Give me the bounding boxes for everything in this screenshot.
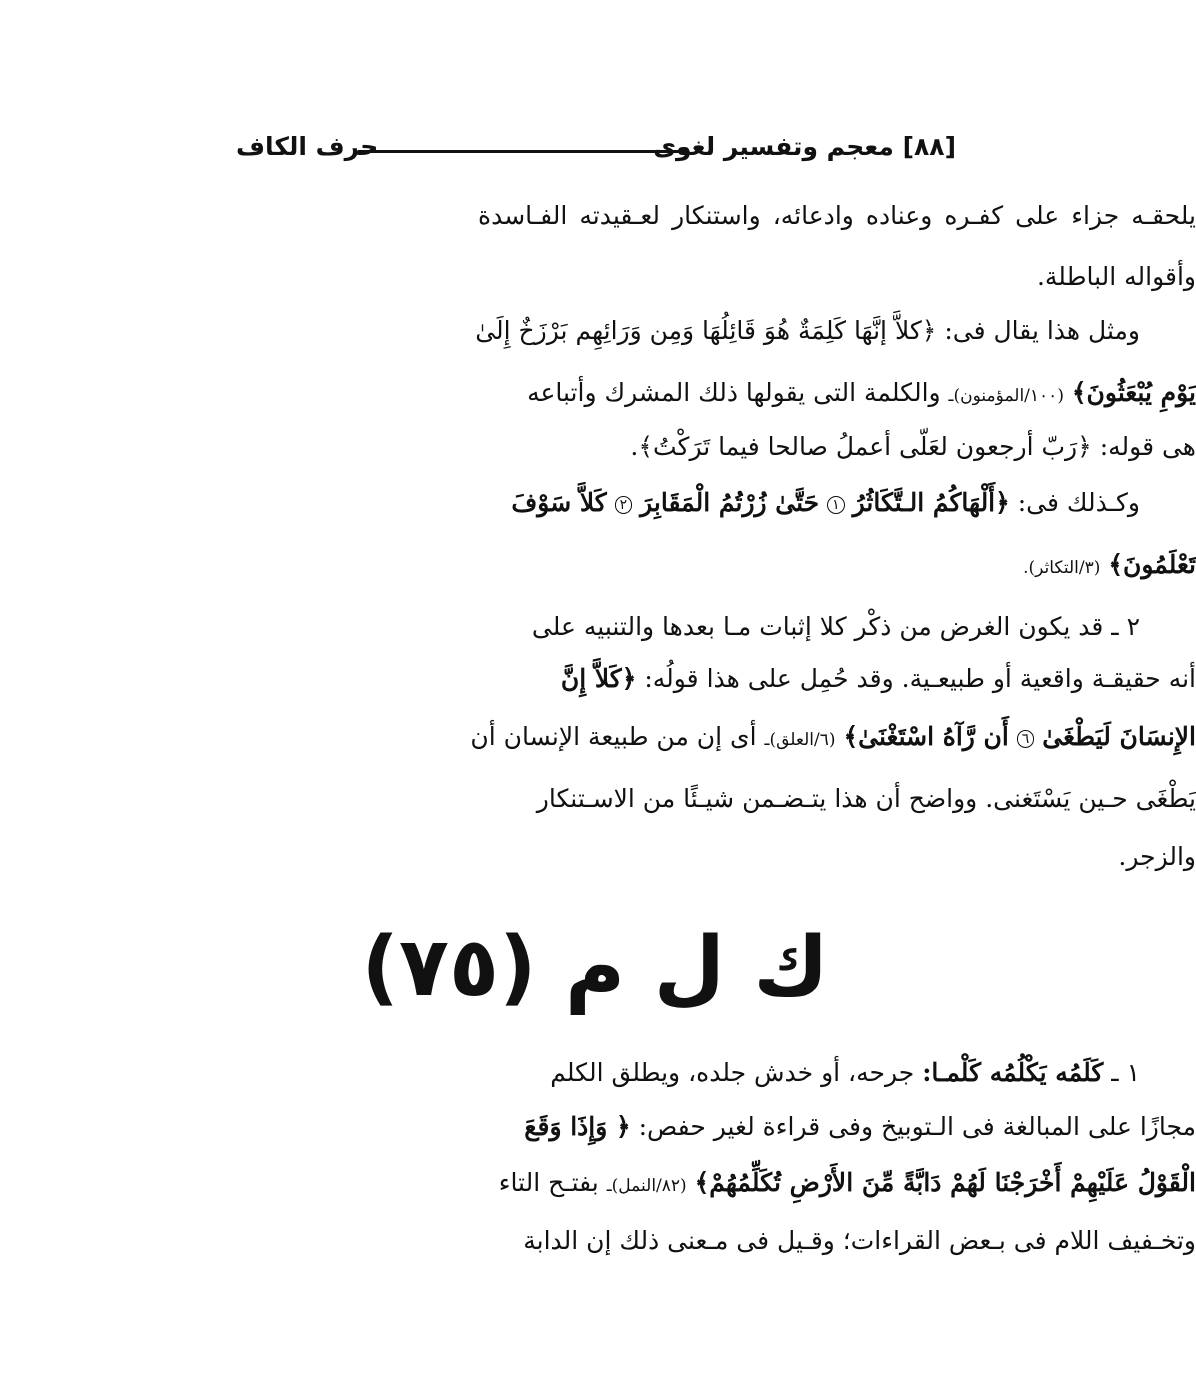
quran-verse: الْقَوْلُ عَلَيْهِمْ أَخْرَجْنَا لَهُمْ دَابَّةً مِّنَ الأَرْضِ تُكَلِّمُهُمْ﴾: [694, 1168, 1196, 1197]
text-line: [475, 316, 1196, 346]
page-header: [236, 132, 956, 172]
header-title: [٨٨] معجم وتفسير لغوى: [653, 132, 956, 161]
verse-reference: (١٠٠/المؤمنون)ـ: [948, 386, 1064, 406]
text-line: [478, 1226, 1196, 1256]
verse-number: ٢: [615, 496, 633, 514]
quran-verse: أَن رَّآهُ اسْتَغْنَىٰ﴾: [843, 722, 1009, 751]
quran-verse: تَعْلَمُونَ﴾: [1108, 550, 1196, 579]
line-text: وتخـفيف اللام فى بـعض القراءات؛ وقـيل فى مـعنى ذلك إن الدابة: [523, 1226, 1196, 1255]
verse-reference: (٣/التكاثر).: [1023, 558, 1101, 578]
text-line: [478, 612, 1196, 642]
text-line: [478, 262, 1196, 292]
line-text: وأقواله الباطلة.: [1036, 262, 1196, 291]
header-section: حرف الكاف: [236, 132, 379, 161]
quran-verse: يَوْمِ يُبْعَثُونَ﴾: [1071, 378, 1196, 407]
line-text: أنه حقيقـة واقعية أو طبيعـية. وقد حُمِل على هذا قولُه:: [644, 664, 1196, 693]
quran-verse: الإِنسَانَ لَيَطْغَىٰ: [1042, 722, 1196, 751]
text-line: [478, 550, 1196, 583]
text-line: [478, 664, 1196, 694]
line-text: والكلمة التى يقولها ذلك المشرك وأتباعه: [527, 378, 941, 407]
text-line: [478, 201, 1196, 231]
header-rule: [358, 150, 688, 153]
verse-number: ١: [827, 496, 845, 514]
line-text: وكـذلك فى:: [1017, 488, 1140, 517]
text-line: [478, 1112, 1196, 1142]
entry-headword: كَلَمُه يَكْلُمُه كَلْمـا:: [922, 1058, 1104, 1087]
quran-verse: كَلاَّ سَوْفَ: [511, 488, 607, 517]
quran-verse: ﴿أَلْهَاكُمُ الـتَّكَاثُرُ: [852, 488, 1010, 517]
verse-reference: (٦/العلق)ـ: [764, 730, 836, 750]
line-text: ومثل هذا يقال فى: ﴿كلاَّ إنَّهَا كَلِمَةٌ هُوَ قَائِلُهَا وَمِن وَرَائِهِم بَرْزَخٌ إِلَىٰ: [475, 316, 1140, 345]
quran-verse: ﴿ وَإِذَا وَقَعَ: [524, 1112, 631, 1141]
text-line: [478, 432, 1196, 462]
line-text: يلحقـه جزاء على كفـره وعناده وادعائه، واستنكار لعـقيدته الفـاسدة: [478, 201, 1196, 230]
quran-verse: حَتَّىٰ زُرْتُمُ الْمَقَابِرَ: [640, 488, 820, 517]
verse-number: ٦: [1017, 730, 1035, 748]
verse-reference: (٨٢/النمل)ـ: [606, 1176, 687, 1196]
text-line: [478, 488, 1196, 518]
line-text: والزجر.: [1118, 842, 1196, 871]
text-line: [470, 722, 1196, 755]
line-text: يَطْغَى حـين يَسْتَغنى. وواضح أن هذا يتـضـمن شيـئًا من الاسـتنكار: [536, 784, 1196, 813]
line-text: مجازًا على المبالغة فى الـتوبيخ وفى قراءة لغير حفص:: [638, 1112, 1196, 1141]
text-line: [478, 1058, 1196, 1088]
text-line: [478, 842, 1196, 872]
quran-verse: ﴿كَلاَّ إِنَّ: [560, 664, 637, 693]
text-line: [478, 784, 1196, 814]
line-text: ٢ ـ قد يكون الغرض من ذكْر كلا إثبات مـا بعدها والتنبيه على: [531, 612, 1140, 641]
text-line: [478, 1168, 1196, 1201]
line-text: ١ ـ: [1111, 1058, 1140, 1087]
root-heading: ك ل م (٧٥): [361, 920, 829, 1015]
line-text: جرحه، أو خدش جلده، ويطلق الكلم: [550, 1058, 915, 1087]
line-text: هى قوله: ﴿رَبّ أرجعون لعَلّى أعملُ صالحا فيما تَرَكْتُ﴾.: [630, 432, 1196, 461]
line-text: بفتـح التاء: [498, 1168, 599, 1197]
text-line: [478, 378, 1196, 411]
line-text: أى إن من طبيعة الإنسان أن: [470, 722, 757, 751]
